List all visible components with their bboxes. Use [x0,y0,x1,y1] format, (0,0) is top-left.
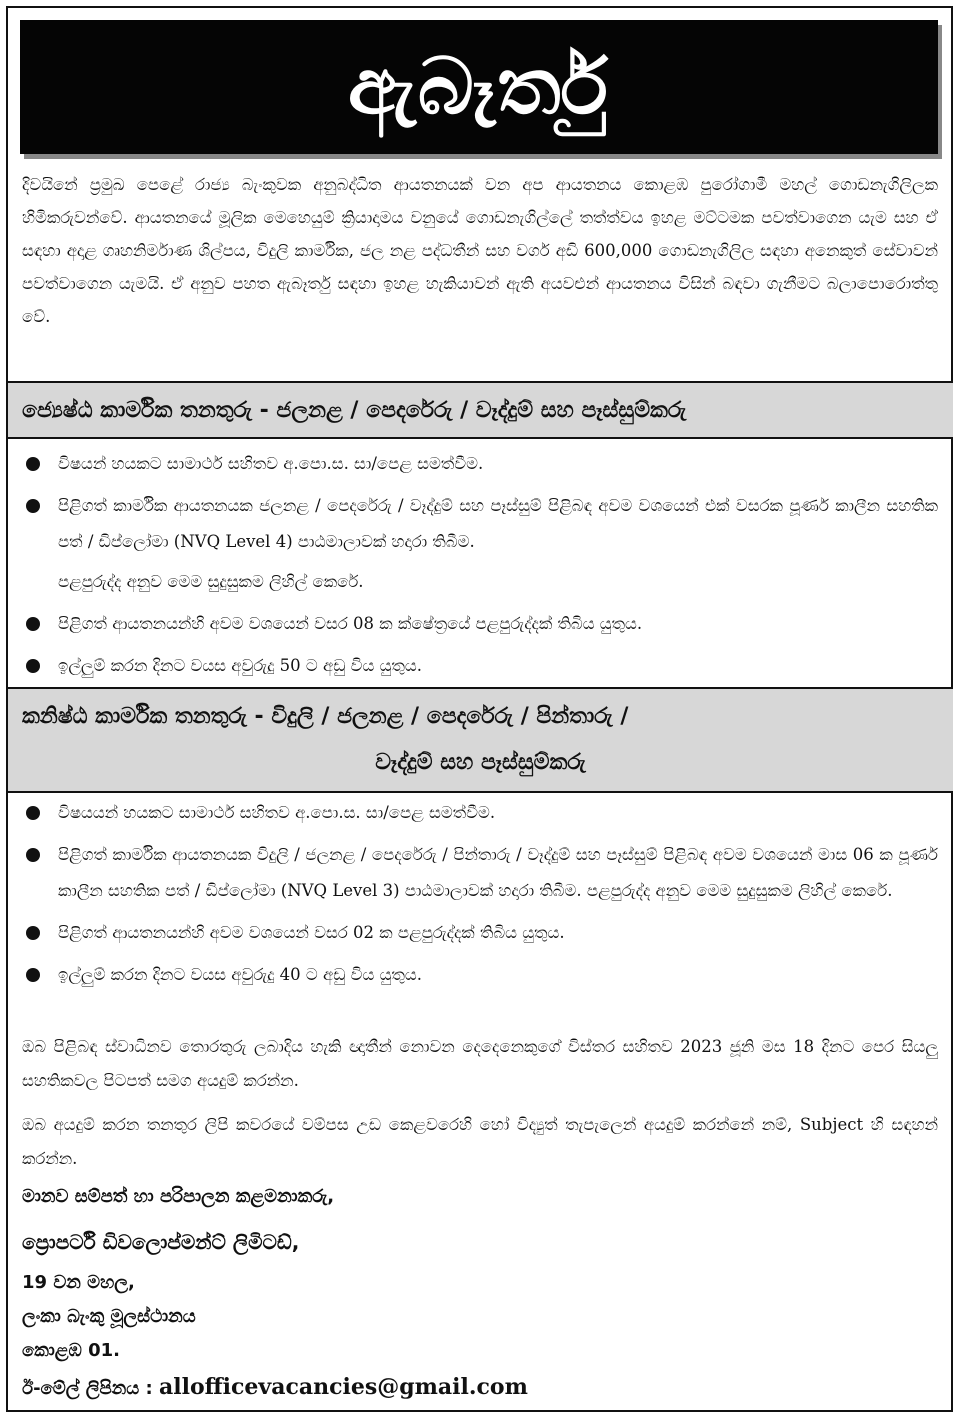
bullet-icon [26,926,40,940]
bullet-icon [26,457,40,471]
bullet-icon [26,848,40,862]
page-title: ඇබෑර්තු [348,41,610,132]
list-item: විෂයන් හයකට සාමාර්ථ සහිතව අ.පො.ස. සා/පෙළ සමත්වීම. [22,446,938,482]
list-item: ඉල්ලුම් කරන දිනට වයස අවුරුදු 50 ට අඩු විය යුතුය. [22,648,938,684]
address-line-5: කොළඹ 01. [22,1340,121,1361]
junior-requirements-list [22,795,938,993]
address-line-1: මානව සම්පත් හා පරිපාලන කළමනාකරු, [22,1186,335,1207]
list-item: පිළිගත් ආයතනයන්හි අවම වශයෙන් වසර 02 ක පළපුරුද්දක් තිබිය යුතුය. [22,915,938,951]
list-item: පිළිගත් කාර්මික ආයතනයක විදුලි / ජලනළ / පෙදරේරු / පින්තාරු / වෑද්දුම් සහ පෑස්සුම් පිළිබඳ අවම වශයෙන් මාස 06 ක පූර්ණ කාලීන සහතික පත් / ඩිප්ලෝමා (NVQ Level 3) පාඨමාලාවක් හදාරා තිබීම. පළපුරුද්ද අනුව මෙම සුදුසුකම ලිහිල් කෙරේ. [22,837,938,909]
title-banner [20,20,938,154]
section-junior-title-line1: කනිෂ්ඨ කාර්මික තනතුරු - විදුලි / ජලනළ / පෙදරේරු / පින්තාරු / [22,704,629,729]
bullet-icon [26,806,40,820]
bullet-icon [26,617,40,631]
list-note: පළපුරුද්ද අනුව මෙම සුදුසුකම ලිහිල් කෙරේ. [58,572,364,591]
list-item: ඉල්ලුම් කරන දිනට වයස අවුරුදු 40 ට අඩු විය යුතුය. [22,957,938,993]
section-junior-title-line2: වෑද්දුම් සහ පෑස්සුම්කරු [375,750,586,775]
list-item: පිළිගත් කාර්මික ආයතනයක ජලනළ / පෙදරේරු / වෑද්දුම් සහ පෑස්සුම් පිළිබඳ අවම වශයෙන් එක් වසරක පූර්ණ කාලීන සහතික පත් / ඩිප්ලෝමා (NVQ Level 4) පාඨමාලාවක් හදාරා තිබීම. [22,488,938,560]
intro-paragraph: දිවයිනේ ප්‍රමුඛ පෙළේ රාජ්‍ය බැංකුවක අනුබද්ධිත ආයතනයක් වන අප ආයතනය කොළඹ පුරෝගාමී මහල් ගොඩනැගිලිලක හිමිකරුවන්වේ. ආයතනයේ මූලික මෙහෙයුම් ක්‍රියාදාමය වනුයේ ගොඩනැගිල්ලේ තත්ත්වය ඉහළ මට්ටමක පවත්වාගෙන යැම සහ ඒ සඳහා අදාළ ගෘහනිර්මාණ ශිල්පය, විදුලි කාර්මික, ජල නළ පද්ධතීන් සහ වර්ග අඩි 600,000 ගොඩනැගිලිල සඳහා අනෙකුත් සේවාවන් පවත්වාගෙන යැමයි. ඒ අනුව පහත ඇබෑර්තු සඳහා ඉහළ හැකියාවන් ඇති අයවළුන් ආයතනය විසින් බඳවා ගැනීමට බලාපොරොත්තු වේ. [22,175,938,326]
bullet-icon [26,659,40,673]
bullet-icon [26,968,40,982]
closing-paragraph-2: ඔබ අයදුම් කරන තනතුර ලිපි කවරයේ වම්පස උඩ කෙළවරෙහි හෝ විද්‍යුත් තැපැලෙන් අයදුම් කරන්නේ නම්, Subject හි සඳහන් කරන්න. [22,1115,938,1168]
section-senior-heading [8,381,953,439]
bullet-icon [26,499,40,513]
list-item: පිළිගත් ආයතනයන්හි අවම වශයෙන් වසර 08 ක ක්ෂේත්‍රයේ පළපුරුද්දක් තිබිය යුතුය. [22,606,938,642]
address-line-3: 19 වන මහල, [22,1272,135,1293]
section-senior-title: ජ්‍යෙෂ්ඨ කාර්මික තනතුරු - ජලනළ / පෙදරේරු / වෑද්දුම් සහ පෑස්සුම්කරු [22,397,687,423]
email-link[interactable]: allofficevacancies@gmail.com [158,1374,528,1400]
address-line-4: ලංකා බැංකු මූලස්ථානය [22,1306,196,1327]
list-item: විෂයයන් හයකට සාමාර්ථ සහිතව අ.පො.ස. සා/පෙළ සමත්වීම. [22,795,938,831]
senior-requirements-list [22,446,938,684]
email-label: ඊ-මේල් ලිපිනය : [22,1378,153,1399]
address-line-2: ප්‍රොපර්ටි ඩිවලොප්මන්ට් ලිමිටඩ්, [22,1230,300,1254]
email-row [22,1374,528,1400]
section-junior-heading [8,687,953,793]
closing-paragraph-1: ඔබ පිළිබඳ ස්වාධිනව තොරතුරු ලබාදිය හැකි ඥාතීන් නොවන දෙදෙනෙකුගේ විස්තර සහිතව 2023 ජූනි මස 18 දිනට පෙර සියලු සහතිකවල පිටපත් සමග අයදුම් කරන්න. [22,1037,938,1090]
